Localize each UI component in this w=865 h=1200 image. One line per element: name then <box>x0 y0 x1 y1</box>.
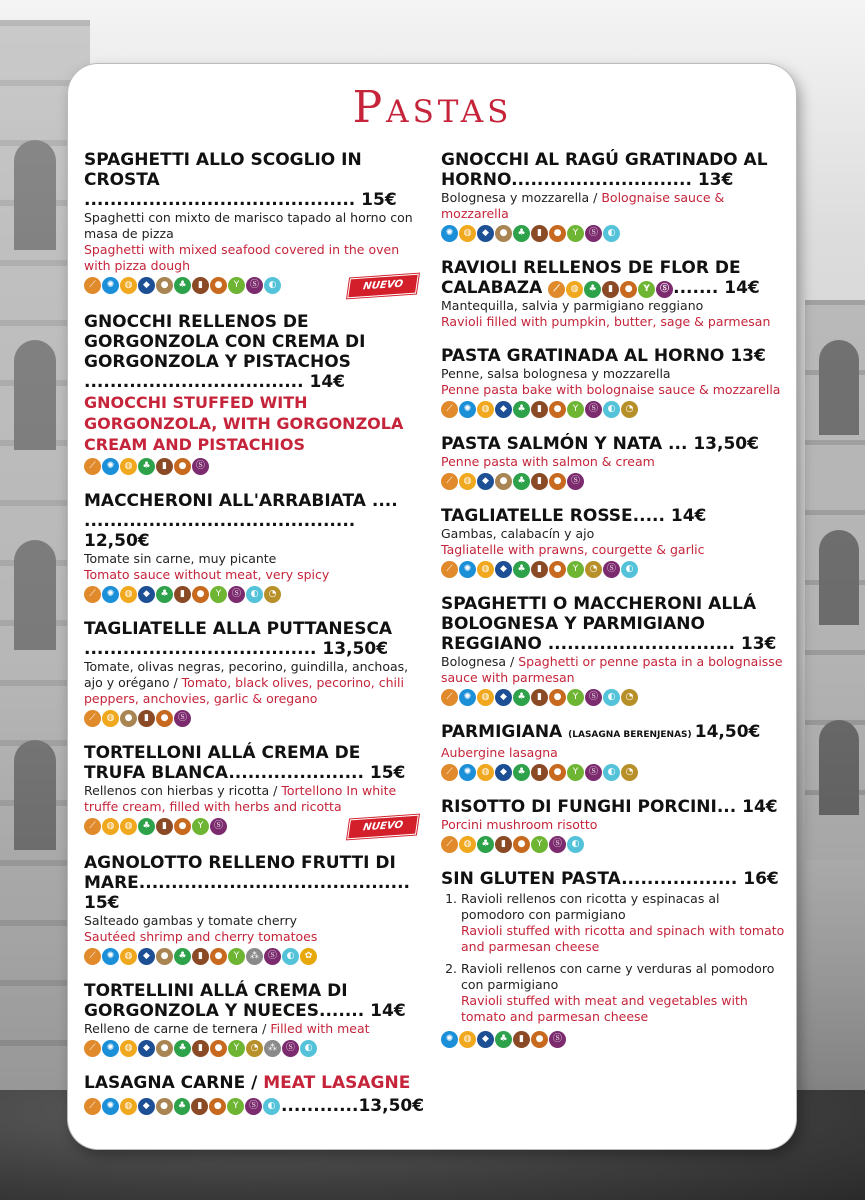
dish-description-english: Filled with meat <box>270 1021 370 1036</box>
dish-name: TORTELLONI ALLÁ CREMA DE TRUFA BLANCA..................... 15€ <box>84 743 406 783</box>
milk-icon: ▮ <box>602 281 619 298</box>
dish-price: 13,50€ <box>322 639 389 659</box>
dish-name: MACCHERONI ALL'ARRABIATA .... .......................................... 12,50€ <box>84 491 398 551</box>
wheat-icon: ⟋ <box>441 561 458 578</box>
mollusc-icon: ◐ <box>621 561 638 578</box>
dish-price: 13€ <box>697 170 734 190</box>
celery-icon: Y <box>228 1040 245 1057</box>
new-badge: NUEVO <box>347 815 419 840</box>
sulphites-icon: Ⓢ <box>567 473 584 490</box>
mustard-icon: ◔ <box>621 401 638 418</box>
crab-icon: ✺ <box>441 1031 458 1048</box>
menu-item <box>441 722 786 781</box>
milk-icon: ▮ <box>192 1040 209 1057</box>
milk-icon: ▮ <box>531 225 548 242</box>
nuts-icon: ● <box>549 689 566 706</box>
crab-icon: ✺ <box>459 689 476 706</box>
dish-price: 15€ <box>361 190 397 210</box>
sulphites-icon: Ⓢ <box>549 836 566 853</box>
soy-icon: ♣ <box>174 948 191 965</box>
allergen-icons <box>441 1031 786 1048</box>
soy-icon: ♣ <box>174 1040 191 1057</box>
allergen-icons <box>84 586 424 603</box>
lupin-icon: ✿ <box>300 948 317 965</box>
egg-icon: ◍ <box>477 764 494 781</box>
crab-icon: ✺ <box>102 277 119 294</box>
egg-icon: ◍ <box>120 458 137 475</box>
celery-icon: Y <box>567 225 584 242</box>
peanut-icon: ● <box>156 948 173 965</box>
dish-price: 14,50€ <box>694 722 761 742</box>
soy-icon: ♣ <box>138 818 155 835</box>
allergen-icons <box>441 473 786 490</box>
fish-icon: ◆ <box>495 561 512 578</box>
dish-name: RISOTTO DI FUNGHI PORCINI... 14€ <box>441 797 778 817</box>
dish-price: 14€ <box>370 1001 406 1021</box>
crab-icon: ✺ <box>102 586 119 603</box>
menu-item <box>84 619 424 727</box>
nuts-icon: ● <box>174 818 191 835</box>
menu-item <box>84 743 424 837</box>
celery-icon: Y <box>567 401 584 418</box>
peanut-icon: ● <box>495 473 512 490</box>
option-description-english: Ravioli stuffed with ricotta and spinach with tomato and parmesan cheese <box>461 923 785 954</box>
allergen-icons <box>84 710 424 727</box>
nuts-icon: ● <box>549 764 566 781</box>
fish-icon: ◆ <box>495 764 512 781</box>
egg-icon: ◍ <box>120 1098 137 1115</box>
allergen-icons <box>84 948 424 965</box>
soy-icon: ♣ <box>477 836 494 853</box>
dish-description-english: Porcini mushroom risotto <box>441 817 598 832</box>
dish-description: Tomate, olivas negras, pecorino, guindilla, anchoas, ajo y orégano / Tomato, black olives, pecorino, chili peppers, anchovies, garlic & oregano <box>84 659 409 706</box>
celery-icon: Y <box>227 1098 244 1115</box>
dish-price: 14€ <box>742 797 778 817</box>
wheat-icon: ⟋ <box>441 401 458 418</box>
dish-price: 15€ <box>84 893 120 913</box>
milk-icon: ▮ <box>192 948 209 965</box>
dish-name: GNOCCHI RELLENOS DE GORGONZOLA CON CREMA DI GORGONZOLA Y PISTACHOS .................................. 14€ <box>84 312 366 392</box>
dish-description: Salteado gambas y tomate cherry <box>84 913 297 928</box>
fish-icon: ◆ <box>138 586 155 603</box>
gluten-free-option <box>461 891 786 955</box>
menu-item <box>441 346 786 418</box>
menu-column-left <box>84 150 424 1132</box>
egg-icon: ◍ <box>120 277 137 294</box>
fish-icon: ◆ <box>477 1031 494 1048</box>
milk-icon: ▮ <box>531 473 548 490</box>
dish-description-english: Ravioli filled with pumpkin, butter, sage & parmesan <box>441 314 771 329</box>
celery-icon: Y <box>228 277 245 294</box>
milk-icon: ▮ <box>531 401 548 418</box>
wheat-icon: ⟋ <box>441 836 458 853</box>
celery-icon: Y <box>210 586 227 603</box>
milk-icon: ▮ <box>156 818 173 835</box>
egg-icon: ◍ <box>477 401 494 418</box>
allergen-icons <box>84 458 424 475</box>
dish-name: AGNOLOTTO RELLENO FRUTTI DI MARE.......................................... 15€ <box>84 853 411 913</box>
allergen-icons <box>441 401 786 418</box>
mustard-icon: ◔ <box>621 764 638 781</box>
allergen-icons <box>441 225 786 242</box>
dish-price: 15€ <box>369 763 406 783</box>
soy-icon: ♣ <box>513 561 530 578</box>
sulphites-icon: Ⓢ <box>282 1040 299 1057</box>
mollusc-icon: ◐ <box>603 689 620 706</box>
nuts-icon: ● <box>549 401 566 418</box>
dish-description-english: Spaghetti with mixed seafood covered in the oven with pizza dough <box>84 242 400 273</box>
fish-icon: ◆ <box>138 948 155 965</box>
menu-item <box>84 1073 424 1116</box>
nuts-icon: ● <box>531 1031 548 1048</box>
dish-price: 14€ <box>309 372 345 392</box>
peanut-icon: ● <box>156 1098 173 1115</box>
soy-icon: ♣ <box>513 401 530 418</box>
menu-item <box>441 869 786 1048</box>
dish-description-english: Tagliatelle with prawns, courgette & garlic <box>441 542 705 557</box>
milk-icon: ▮ <box>192 277 209 294</box>
celery-icon: Y <box>531 836 548 853</box>
wheat-icon: ⟋ <box>84 277 101 294</box>
allergen-icons <box>84 1040 424 1057</box>
menu-item <box>84 312 424 475</box>
allergen-icons <box>441 561 786 578</box>
peanut-icon: ● <box>120 710 137 727</box>
dish-price: 13€ <box>730 346 766 366</box>
soy-icon: ♣ <box>156 586 173 603</box>
allergen-icons <box>441 764 786 781</box>
milk-icon: ▮ <box>513 1031 530 1048</box>
dish-name-english: GNOCCHI STUFFED WITH GORGONZOLA, WITH GORGONZOLA CREAM AND PISTACHIOS <box>84 393 404 454</box>
dish-description: Relleno de carne de ternera / Filled with meat <box>84 1021 370 1036</box>
egg-icon: ◍ <box>566 281 583 298</box>
dish-description-english: Bolognaise sauce & mozzarella <box>441 190 725 221</box>
crab-icon: ✺ <box>441 225 458 242</box>
sulphites-icon: Ⓢ <box>656 281 673 298</box>
dish-name: TORTELLINI ALLÁ CREMA DI GORGONZOLA Y NUECES....... 14€ <box>84 981 406 1021</box>
menu-item <box>441 594 786 706</box>
wheat-icon: ⟋ <box>84 710 101 727</box>
mustard-icon: ◔ <box>246 1040 263 1057</box>
egg-icon: ◍ <box>102 710 119 727</box>
dish-description-english: Sautéed shrimp and cherry tomatoes <box>84 929 318 944</box>
mollusc-icon: ◐ <box>603 401 620 418</box>
milk-icon: ▮ <box>138 710 155 727</box>
wheat-icon: ⟋ <box>84 1040 101 1057</box>
allergen-icons <box>548 281 673 298</box>
wheat-icon: ⟋ <box>548 281 565 298</box>
nuts-icon: ● <box>174 458 191 475</box>
sulphites-icon: Ⓢ <box>603 561 620 578</box>
dish-description: Gambas, calabacín y ajo <box>441 526 595 541</box>
dish-name: TAGLIATELLE ALLA PUTTANESCA .................................... 13,50€ <box>84 619 393 659</box>
option-description-english: Ravioli stuffed with meat and vegetables with tomato and parmesan cheese <box>461 993 748 1024</box>
dish-name: PASTA GRATINADA AL HORNO 13€ <box>441 346 766 366</box>
dish-description-english: Tomato sauce without meat, very spicy <box>84 567 330 582</box>
dish-price: 13€ <box>740 634 777 654</box>
mustard-icon: ◔ <box>621 689 638 706</box>
dish-price: 14€ <box>724 278 760 298</box>
nuts-icon: ● <box>192 586 209 603</box>
egg-icon: ◍ <box>120 948 137 965</box>
dish-description: Rellenos con hierbas y ricotta / Tortellono In white truffe cream, filled with herbs and ricotta <box>84 783 397 814</box>
dish-price: ............13,50€ <box>280 1096 425 1116</box>
dish-name: SPAGHETTI ALLO SCOGLIO IN CROSTA .......................................... 15€ <box>84 150 397 210</box>
dish-name: SIN GLUTEN PASTA.................. 16€ <box>441 869 779 889</box>
celery-icon: Y <box>192 818 209 835</box>
dish-price: 16€ <box>743 869 779 889</box>
soy-icon: ♣ <box>174 277 191 294</box>
dish-description-english: Penne pasta with salmon & cream <box>441 454 655 469</box>
egg-icon: ◍ <box>102 818 119 835</box>
dish-description-english: Aubergine lasagna <box>441 745 558 760</box>
peanut-icon: ● <box>156 277 173 294</box>
soy-icon: ♣ <box>495 1031 512 1048</box>
sulphites-icon: Ⓢ <box>549 1031 566 1048</box>
sulphites-icon: Ⓢ <box>585 689 602 706</box>
milk-icon: ▮ <box>531 561 548 578</box>
allergen-icons <box>84 1096 424 1116</box>
mustard-icon: ◔ <box>264 586 281 603</box>
dish-name: LASAGNA CARNE / MEAT LASAGNE <box>84 1073 411 1093</box>
wheat-icon: ⟋ <box>84 1098 101 1115</box>
menu-item <box>84 150 424 296</box>
option-description: 1. Ravioli rellenos con ricotta y espinacas al pomodoro con parmigiano <box>461 891 720 922</box>
mollusc-icon: ◐ <box>264 277 281 294</box>
soy-icon: ♣ <box>513 473 530 490</box>
fish-icon: ◆ <box>138 1098 155 1115</box>
menu-item <box>84 981 424 1057</box>
fish-icon: ◆ <box>477 473 494 490</box>
egg-icon: ◍ <box>459 1031 476 1048</box>
dish-name: SPAGHETTI O MACCHERONI ALLÁ BOLOGNESA Y PARMIGIANO REGGIANO ............................. 13€ <box>441 594 777 654</box>
menu-item <box>441 434 786 490</box>
dish-subtitle: (LASAGNA BERENJENAS) <box>568 730 695 740</box>
mollusc-icon: ◐ <box>282 948 299 965</box>
milk-icon: ▮ <box>191 1098 208 1115</box>
wheat-icon: ⟋ <box>84 586 101 603</box>
dish-price: 13,50€ <box>693 434 759 454</box>
nuts-icon: ● <box>549 473 566 490</box>
crab-icon: ✺ <box>102 948 119 965</box>
dish-description-english: Penne pasta bake with bolognaise sauce & mozzarella <box>441 382 781 397</box>
dish-description: Spaghetti con mixto de marisco tapado al horno con masa de pizza <box>84 210 413 241</box>
dish-name: RAVIOLI RELLENOS DE FLOR DE CALABAZA ⟋ ◍ ♣ ▮ ● Y Ⓢ ....... 14€ <box>441 258 760 298</box>
wheat-icon: ⟋ <box>441 689 458 706</box>
sesame-icon: ⁂ <box>264 1040 281 1057</box>
menu-item <box>84 853 424 965</box>
egg-icon: ◍ <box>120 818 137 835</box>
nuts-icon: ● <box>549 225 566 242</box>
fish-icon: ◆ <box>477 225 494 242</box>
milk-icon: ▮ <box>174 586 191 603</box>
peanut-icon: ● <box>156 1040 173 1057</box>
milk-icon: ▮ <box>531 764 548 781</box>
celery-icon: Y <box>228 948 245 965</box>
gluten-free-option <box>461 961 786 1025</box>
celery-icon: Y <box>567 561 584 578</box>
menu-column-right <box>441 150 786 1064</box>
sesame-icon: ⁂ <box>246 948 263 965</box>
nuts-icon: ● <box>210 277 227 294</box>
wheat-icon: ⟋ <box>84 458 101 475</box>
nuts-icon: ● <box>209 1098 226 1115</box>
wheat-icon: ⟋ <box>441 473 458 490</box>
crab-icon: ✺ <box>102 1040 119 1057</box>
egg-icon: ◍ <box>477 689 494 706</box>
mollusc-icon: ◐ <box>603 225 620 242</box>
crab-icon: ✺ <box>459 401 476 418</box>
sulphites-icon: Ⓢ <box>228 586 245 603</box>
mollusc-icon: ◐ <box>603 764 620 781</box>
dish-name: GNOCCHI AL RAGÚ GRATINADO AL HORNO............................ 13€ <box>441 150 768 190</box>
dish-price: 12,50€ <box>84 531 150 551</box>
wheat-icon: ⟋ <box>84 818 101 835</box>
nuts-icon: ● <box>156 710 173 727</box>
sulphites-icon: Ⓢ <box>264 948 281 965</box>
milk-icon: ▮ <box>495 836 512 853</box>
egg-icon: ◍ <box>477 561 494 578</box>
soy-icon: ♣ <box>513 764 530 781</box>
soy-icon: ♣ <box>513 225 530 242</box>
celery-icon: Y <box>638 281 655 298</box>
dish-description: Penne, salsa bolognesa y mozzarella <box>441 366 671 381</box>
menu-item <box>441 506 786 578</box>
mollusc-icon: ◐ <box>263 1098 280 1115</box>
soy-icon: ♣ <box>138 458 155 475</box>
crab-icon: ✺ <box>459 561 476 578</box>
nuts-icon: ● <box>620 281 637 298</box>
crab-icon: ✺ <box>102 458 119 475</box>
wheat-icon: ⟋ <box>84 948 101 965</box>
page-title: Pastas <box>352 82 513 133</box>
dish-description: Bolognesa / Spaghetti or penne pasta in a bolognaisse sauce with parmesan <box>441 654 783 685</box>
crab-icon: ✺ <box>459 764 476 781</box>
sulphites-icon: Ⓢ <box>585 401 602 418</box>
celery-icon: Y <box>567 689 584 706</box>
soy-icon: ♣ <box>584 281 601 298</box>
mollusc-icon: ◐ <box>246 586 263 603</box>
wheat-icon: ⟋ <box>441 764 458 781</box>
dish-name: PASTA SALMÓN Y NATA ... 13,50€ <box>441 434 759 454</box>
sulphites-icon: Ⓢ <box>585 225 602 242</box>
sulphites-icon: Ⓢ <box>245 1098 262 1115</box>
sulphites-icon: Ⓢ <box>585 764 602 781</box>
nuts-icon: ● <box>210 1040 227 1057</box>
fish-icon: ◆ <box>138 1040 155 1057</box>
gluten-free-options <box>441 891 786 1025</box>
dish-description: Bolognesa y mozzarella / Bolognaise sauce & mozzarella <box>441 190 725 221</box>
menu-item <box>441 258 786 330</box>
sulphites-icon: Ⓢ <box>210 818 227 835</box>
egg-icon: ◍ <box>459 225 476 242</box>
menu-item <box>441 797 786 853</box>
milk-icon: ▮ <box>531 689 548 706</box>
sulphites-icon: Ⓢ <box>192 458 209 475</box>
new-badge: NUEVO <box>347 274 419 299</box>
background-arches-right <box>805 300 865 860</box>
egg-icon: ◍ <box>459 836 476 853</box>
nuts-icon: ● <box>513 836 530 853</box>
nuts-icon: ● <box>549 561 566 578</box>
milk-icon: ▮ <box>156 458 173 475</box>
soy-icon: ♣ <box>513 689 530 706</box>
menu-item <box>441 150 786 242</box>
mustard-icon: ◔ <box>585 561 602 578</box>
peanut-icon: ● <box>495 225 512 242</box>
dish-description-english: Tortellono In white truffe cream, filled with herbs and ricotta <box>84 783 397 814</box>
nuts-icon: ● <box>210 948 227 965</box>
fish-icon: ◆ <box>495 401 512 418</box>
fish-icon: ◆ <box>495 689 512 706</box>
dish-description: Tomate sin carne, muy picante <box>84 551 277 566</box>
option-description: 2. Ravioli rellenos con carne y verduras al pomodoro con parmigiano <box>461 961 775 992</box>
sulphites-icon: Ⓢ <box>246 277 263 294</box>
dish-name: PARMIGIANA (LASAGNA BERENJENAS) 14,50€ <box>441 722 761 742</box>
egg-icon: ◍ <box>120 586 137 603</box>
allergen-icons <box>441 689 786 706</box>
fish-icon: ◆ <box>138 277 155 294</box>
celery-icon: Y <box>567 764 584 781</box>
menu-item <box>84 491 424 603</box>
egg-icon: ◍ <box>120 1040 137 1057</box>
mollusc-icon: ◐ <box>300 1040 317 1057</box>
allergen-icons <box>441 836 786 853</box>
soy-icon: ♣ <box>174 1098 191 1115</box>
crab-icon: ✺ <box>102 1098 119 1115</box>
dish-description-english: Tomato, black olives, pecorino, chili peppers, anchovies, garlic & oregano <box>84 675 404 706</box>
egg-icon: ◍ <box>459 473 476 490</box>
dish-description: Mantequilla, salvia y parmigiano reggiano <box>441 298 704 313</box>
sulphites-icon: Ⓢ <box>174 710 191 727</box>
mollusc-icon: ◐ <box>567 836 584 853</box>
dish-name-english: MEAT LASAGNE <box>263 1073 411 1093</box>
dish-description-english: Spaghetti or penne pasta in a bolognaisse sauce with parmesan <box>441 654 783 685</box>
dish-price: 14€ <box>670 506 707 526</box>
dish-name: TAGLIATELLE ROSSE..... 14€ <box>441 506 707 526</box>
